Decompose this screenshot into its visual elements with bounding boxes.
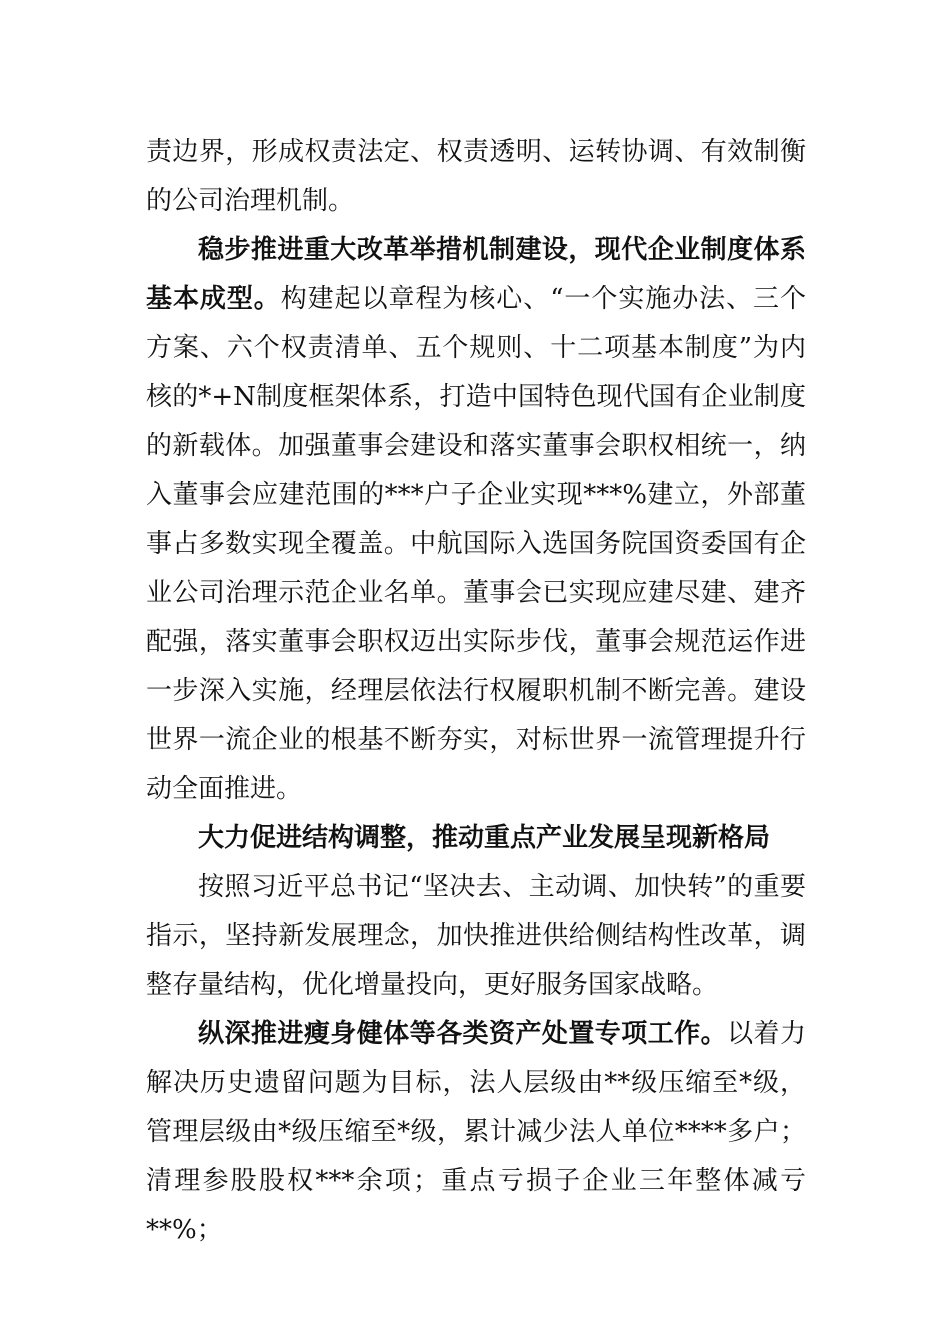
document-page: [146, 128, 806, 1255]
paragraph-text: 以着力解决历史遗留问题为目标，法人层级由**级压缩至*级，管理层级由*级压缩至*级，累计减少法人单位****多户；清理参股股权***余项；重点亏损子企业三年整体减亏**%；: [146, 1019, 806, 1245]
paragraph-continuation: [146, 128, 806, 226]
paragraph-asset-disposal: [146, 1010, 806, 1255]
paragraph-text: 按照习近平总书记“坚决去、主动调、加快转”的重要指示，坚持新发展理念，加快推进供给侧结构性改革，调整存量结构，优化增量投向，更好服务国家战略。: [146, 872, 806, 1000]
paragraph-text: 责边界，形成权责法定、权责透明、运转协调、有效制衡的公司治理机制。: [146, 137, 806, 216]
section-heading: 大力促进结构调整，推动重点产业发展呈现新格局: [198, 823, 771, 853]
paragraph-text: 构建起以章程为核心、“一个实施办法、三个方案、六个权责清单、五个规则、十二项基本制度”为内核的*+N制度框架体系，打造中国特色现代国有企业制度的新载体。加强董事会建设和落实董事会职权相统一，纳入董事会应建范围的***户子企业实现***%建立，外部董事占多数实现全覆盖。中航国际入选国务院国资委国有企业公司治理示范企业名单。董事会已实现应建尽建、建齐配强，落实董事会职权迈出实际步伐，董事会规范运作进一步深入实施，经理层依法行权履职机制不断完善。建设世界一流企业的根基不断夯实，对标世界一流管理提升行动全面推进。: [146, 284, 806, 804]
paragraph-reform: [146, 226, 806, 814]
paragraph-instructions: [146, 863, 806, 1010]
paragraph-lead: 稳步推进重大改革举措机制建设，现代企业制度体系基本成型。: [146, 235, 806, 314]
paragraph-lead: 纵深推进瘦身健体等各类资产处置专项工作。: [198, 1019, 728, 1049]
